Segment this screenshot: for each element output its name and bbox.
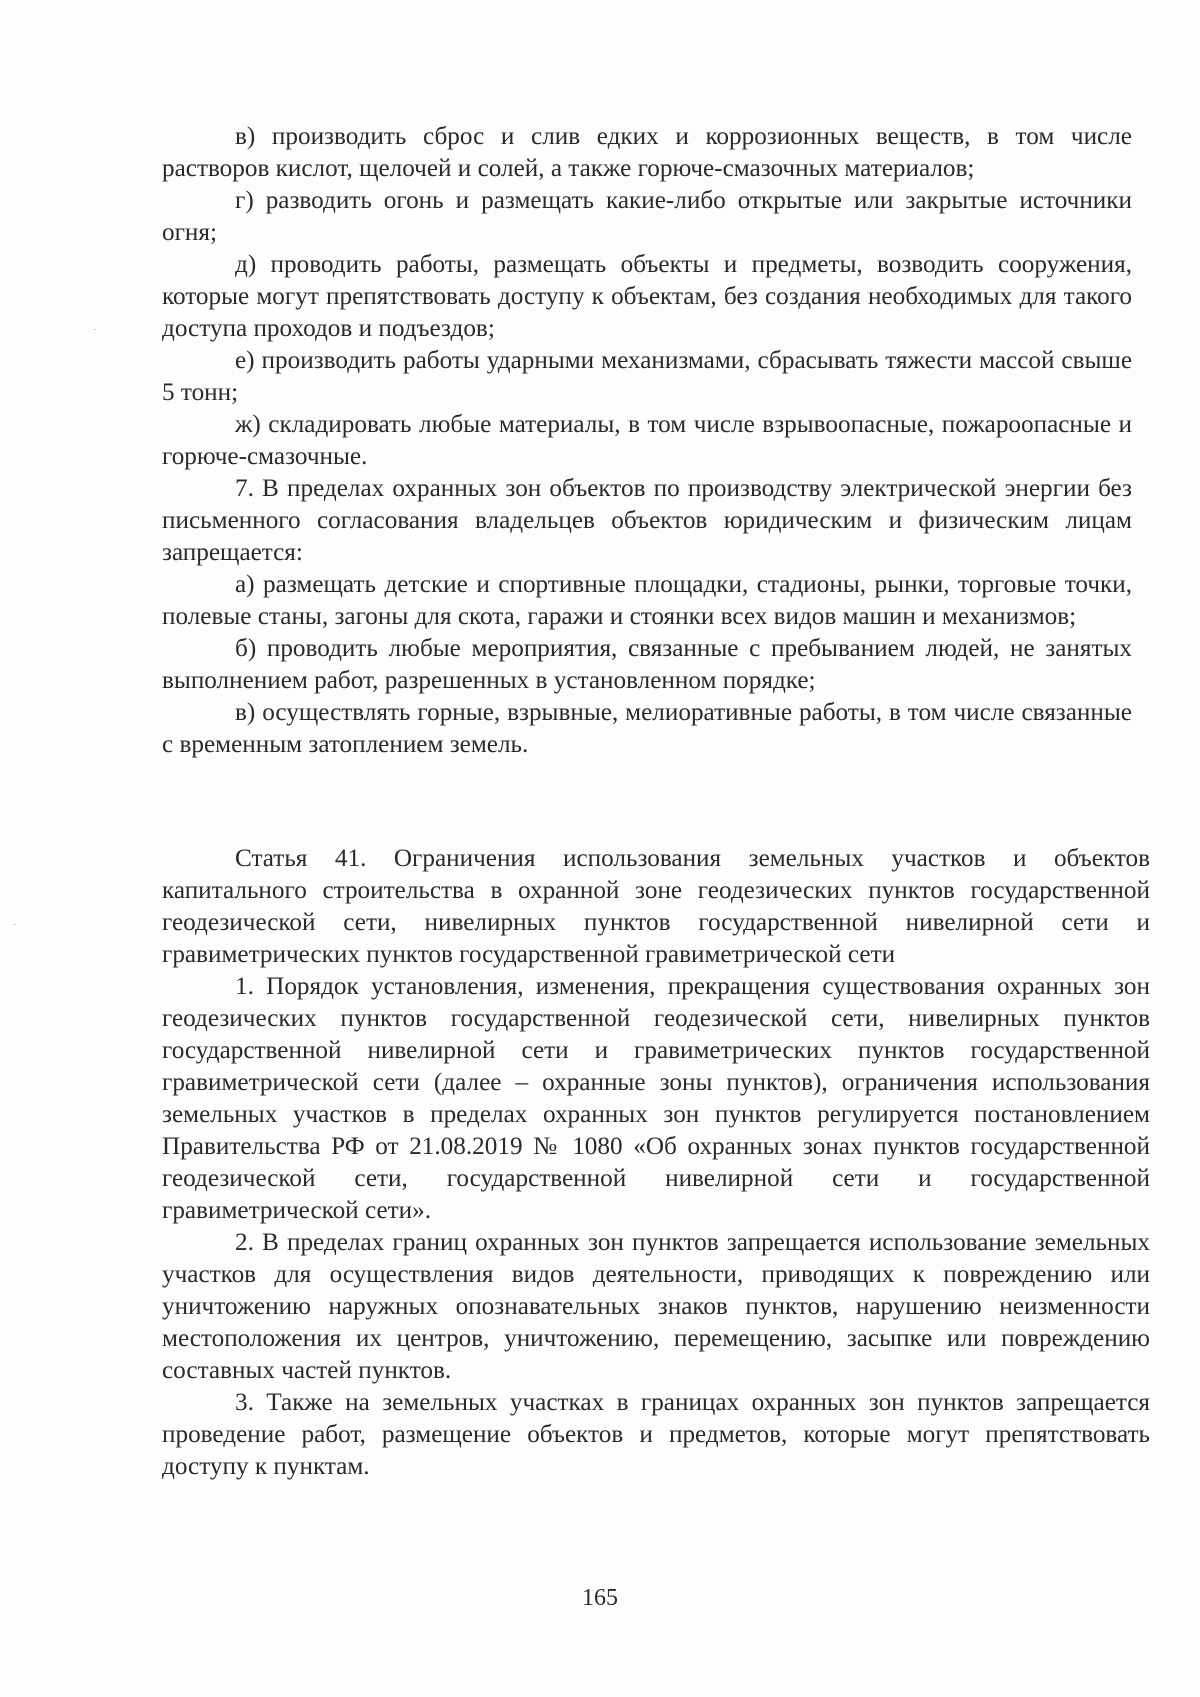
scan-speck: [94, 329, 96, 330]
paragraph-item-v: в) производить сброс и слив едких и коррозионных веществ, в том числе растворов кислот, щелочей и солей, а также горюче-смазочных материалов;: [162, 123, 1132, 182]
paragraph-item-e: е) производить работы ударными механизмами, сбрасывать тяжести массой свыше 5 тонн;: [162, 347, 1132, 406]
paragraph-point-7: 7. В пределах охранных зон объектов по производству электрической энергии без письменного согласования владельцев объектов юридическим и физическим лицам запрещается:: [162, 475, 1132, 566]
paragraph-item-zh: ж) складировать любые материалы, в том числе взрывоопасные, пожароопасные и горюче-смазочные.: [162, 411, 1132, 470]
article-heading: Статья 41. Ограничения использования земельных участков и объектов капитального строительства в охранной зоне геодезических пунктов государственной геодезической сети, нивелирных пунктов государственной нивелирной сети и гравиметрических пунктов государственной гравиметрической сети: [162, 845, 1150, 968]
paragraph-item-a: а) размещать детские и спортивные площадки, стадионы, рынки, торговые точки, полевые станы, загоны для скота, гаражи и стоянки всех видов машин и механизмов;: [162, 571, 1132, 630]
scan-speck: [14, 924, 16, 925]
article-point-2: 2. В пределах границ охранных зон пунктов запрещается использование земельных участков для осуществления видов деятельности, приводящих к повреждению или уничтожению наружных опознавательных знаков пунктов, нарушению неизменности местоположения их центров, уничтожению, перемещению, засыпке или повреждению составных частей пунктов.: [162, 1229, 1150, 1384]
article-point-3: 3. Также на земельных участках в границах охранных зон пунктов запрещается проведение работ, размещение объектов и предметов, которые могут препятствовать доступу к пунктам.: [162, 1389, 1150, 1480]
paragraph-item-g: г) разводить огонь и размещать какие-либо открытые или закрытые источники огня;: [162, 187, 1132, 246]
page-number: 165: [582, 1585, 618, 1611]
paragraph-item-b: б) проводить любые мероприятия, связанные с пребыванием людей, не занятых выполнением работ, разрешенных в установленном порядке;: [162, 635, 1132, 694]
prohibitions-list: [162, 121, 1132, 761]
paragraph-item-v2: в) осуществлять горные, взрывные, мелиоративные работы, в том числе связанные с временным затоплением земель.: [162, 699, 1132, 758]
article-point-1: 1. Порядок установления, изменения, прекращения существования охранных зон геодезических пунктов государственной геодезической сети, нивелирных пунктов государственной нивелирной сети и гравиметрических пунктов государственной гравиметрической сети (далее – охранные зоны пунктов), ограничения использования земельных участков в пределах охранных зон пунктов регулируется постановлением Правительства РФ от 21.08.2019 № 1080 «Об охранных зонах пунктов государственной геодезической сети, государственной нивелирной сети и государственной гравиметрической сети».: [162, 973, 1150, 1224]
article-41: [162, 843, 1150, 1483]
paragraph-item-d: д) проводить работы, размещать объекты и предметы, возводить сооружения, которые могут препятствовать доступу к объектам, без создания необходимых для такого доступа проходов и подъездов;: [162, 251, 1132, 342]
